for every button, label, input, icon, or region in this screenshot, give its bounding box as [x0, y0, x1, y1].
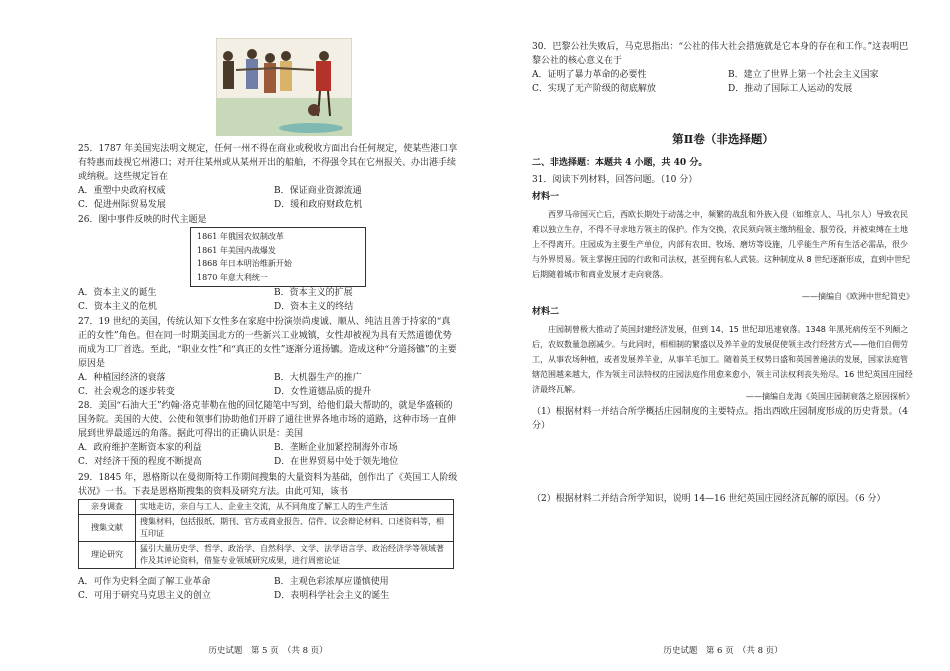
option-b[interactable]: B．大机器生产的推广: [274, 373, 362, 383]
option-b[interactable]: B．保证商业资源流通: [274, 186, 362, 196]
event-item: 1868 年日本明治维新开始: [197, 259, 292, 268]
table-cell-head: 亲身调查: [79, 500, 136, 515]
question-31-stem: 31．阅读下列材料，回答问题。（10 分）: [532, 175, 698, 185]
option-c[interactable]: C．社会观念的逐步转变: [78, 387, 175, 397]
right-page: [532, 0, 914, 671]
option-b[interactable]: B．资本主义的扩展: [274, 288, 353, 298]
question-29-options: [78, 575, 458, 603]
table-cell-body: 实地走访，亲自与工人、企业主交流，从不同角度了解工人的生产生活: [136, 500, 454, 515]
page-footer: 历史试题 第 5 页 （共 8 页）: [208, 646, 328, 656]
material-1-title: 材料一: [532, 192, 560, 202]
table-row: [79, 542, 454, 569]
option-d[interactable]: D．女性道德品质的提升: [274, 387, 372, 397]
option-c[interactable]: C．可用于研究马克思主义的创立: [78, 591, 211, 601]
question-stem: 25．1787 年美国宪法明文规定，任何一州不得在商业或税收方面出台任何规定，使某些港口享有特惠而歧视它州港口；对开往某州或从某州开出的船舶，不得强令其在它州报关、办出港手续或纳税。这些规定旨在: [78, 144, 458, 182]
option-c[interactable]: C．对经济干预的程度不断提高: [78, 457, 202, 467]
table-cell-head: 搜集文献: [79, 515, 136, 542]
option-d[interactable]: D．推动了国际工人运动的发展: [728, 84, 853, 94]
sub-question-1: （1）根据材料一并结合所学概括庄园制度的主要特点。指出西欧庄园制度形成的历史背景。（4 分）: [532, 407, 908, 431]
question-stem: 28．美国“石油大王”约翰·洛克菲勒在他的回忆随笔中写到，给他们最大帮助的，就是华盛顿的国务院。美国的大使、公使和领事们协助他们开辟了通往世界各地市场的道路，这种市场一直伸展到世界最遥远的角落。据此可得出的正确认识是：美国: [78, 401, 457, 439]
option-b[interactable]: B．垄断企业加紧控制海外市场: [274, 443, 398, 453]
options: [78, 371, 458, 399]
options: [532, 68, 914, 96]
question-26-options: [78, 286, 458, 314]
question-30: [532, 40, 914, 96]
table-cell-body: 搜集材料，包括报纸、期刊、官方或商业报告、信件、议会辩论材料、口述资料等，相互印证: [136, 515, 454, 542]
option-a[interactable]: A．种植园经济的衰落: [78, 373, 166, 383]
section-instruction: 二、非选择题：本题共 4 小题，共 40 分。: [532, 158, 708, 168]
page-footer: 历史试题 第 6 页 （共 8 页）: [663, 646, 783, 656]
option-d[interactable]: D．表明科学社会主义的诞生: [274, 591, 390, 601]
material-2-source: ——摘编自龙海《英国庄园制衰落之原因探析》: [746, 392, 914, 401]
question-28: [78, 399, 458, 469]
cartoon-illustration: [216, 38, 352, 136]
option-a[interactable]: A．政府维护垄断资本家的利益: [78, 443, 202, 453]
material-1-source: ——摘编自《欧洲中世纪简史》: [802, 292, 914, 301]
table-row: [79, 515, 454, 542]
question-29: [78, 471, 458, 499]
option-a[interactable]: A．可作为史料全面了解工业革命: [78, 577, 211, 587]
option-a[interactable]: A．证明了暴力革命的必要性: [532, 70, 647, 80]
research-method-table: [78, 499, 454, 569]
event-item: 1861 年美国内战爆发: [197, 245, 276, 255]
option-a[interactable]: A．资本主义的诞生: [78, 288, 157, 298]
table-cell-body: 猛引大量历史学、哲学、政治学、自然科学、文学、法学语言学、政治经济学等领域著作及其评论资料，借鉴专业领域研究成果，进行周密论证: [136, 542, 454, 569]
event-item: 1870 年意大利统一: [197, 272, 268, 282]
material-2-title: 材料二: [532, 307, 560, 317]
material-1-text: 西罗马帝国灭亡后，西欧长期处于动荡之中，频繁的战乱和外族入侵（如维京人、马扎尔人）导致农民难以独立生存，不得不寻求地方领主的保护。作为交换，农民须向领主缴纳租金、服劳役，并被束缚在土地上不得离开。庄园成为主要生产单位，内部有农田、牧场、磨坊等设施，几乎能生产所有生活必需品，很少与外界贸易。领主掌握庄园的行政和司法权，甚至拥有私人武装。这种制度从 8 世纪逐渐形成，直到中世纪后期随着城市和商业发展才走向衰落。: [532, 210, 911, 279]
question-stem: 29．1845 年，恩格斯以在曼彻斯特工作期间搜集的大量资料为基础，创作出了《英国工人阶级状况》一书。下表是恩格斯搜集的资料及研究方法。由此可知，该书: [78, 473, 458, 497]
options: [78, 441, 458, 469]
question-27: [78, 315, 458, 399]
question-stem: 26．图中事件反映的时代主题是: [78, 215, 207, 225]
section-title: 第Ⅱ卷（非选择题）: [672, 132, 774, 146]
question-26: [78, 213, 458, 227]
option-c[interactable]: C．实现了无产阶级的彻底解放: [532, 84, 656, 94]
option-a[interactable]: A．重塑中央政府权威: [78, 186, 166, 196]
option-b[interactable]: B．建立了世界上第一个社会主义国家: [728, 70, 879, 80]
question-stem: 27．19 世纪的美国，传统认知下女性多在家庭中扮演崇尚虔诚、顺从、纯洁且善于持家的“真正的女性”角色。但在同一时期美国北方的一些新兴工业城镇，女性却被视为具有天然道德优势而成为工厂首选。至此，“职业女性”和“真正的女性”逐渐分道扬镳。造成这种“分道扬镳”的主要原因是: [78, 317, 457, 369]
table-row: [79, 500, 454, 515]
option-c[interactable]: C．促进州际贸易发展: [78, 200, 166, 210]
question-stem: 30．巴黎公社失败后，马克思指出：“公社的伟大社会措施就是它本身的存在和工作。”这表明巴黎公社的核心意义在于: [532, 42, 909, 66]
left-page: [78, 0, 458, 671]
option-d[interactable]: D．缓和政府财政危机: [274, 200, 363, 210]
option-b[interactable]: B．主观色彩浓厚应谨慎使用: [274, 577, 389, 587]
option-d[interactable]: D．在世界贸易中处于领先地位: [274, 457, 399, 467]
events-box: [190, 227, 366, 287]
options: [78, 184, 458, 212]
option-c[interactable]: C．资本主义的危机: [78, 302, 157, 312]
option-d[interactable]: D．资本主义的终结: [274, 302, 354, 312]
table-cell-head: 理论研究: [79, 542, 136, 569]
material-2-text: 庄园制曾极大推动了英国封建经济发展，但到 14、15 世纪却迅速衰落。1348 年黑死病传至不列颠之后，农奴数量急剧减少。与此同时，相相制的繁盛以及养羊业的发展促使领主改行经营方式——他们自佣劳工，从事农场种植，或者发展养羊业，从事羊毛加工。随着英王权势日盛和英国普遍法的发展，国家法庭管辖范围越来越大，作为领主司法特权的庄园法庭作用愈来愈小，领主司法权利丧失殆尽。16 世纪英国庄园经济最终瓦解。: [532, 325, 913, 394]
sub-question-2: （2）根据材料二并结合所学知识，说明 14—16 世纪英国庄园经济瓦解的原因。（6 分）: [532, 494, 886, 504]
question-25: [78, 142, 458, 212]
event-item: 1861 年俄国农奴制改革: [197, 232, 284, 241]
